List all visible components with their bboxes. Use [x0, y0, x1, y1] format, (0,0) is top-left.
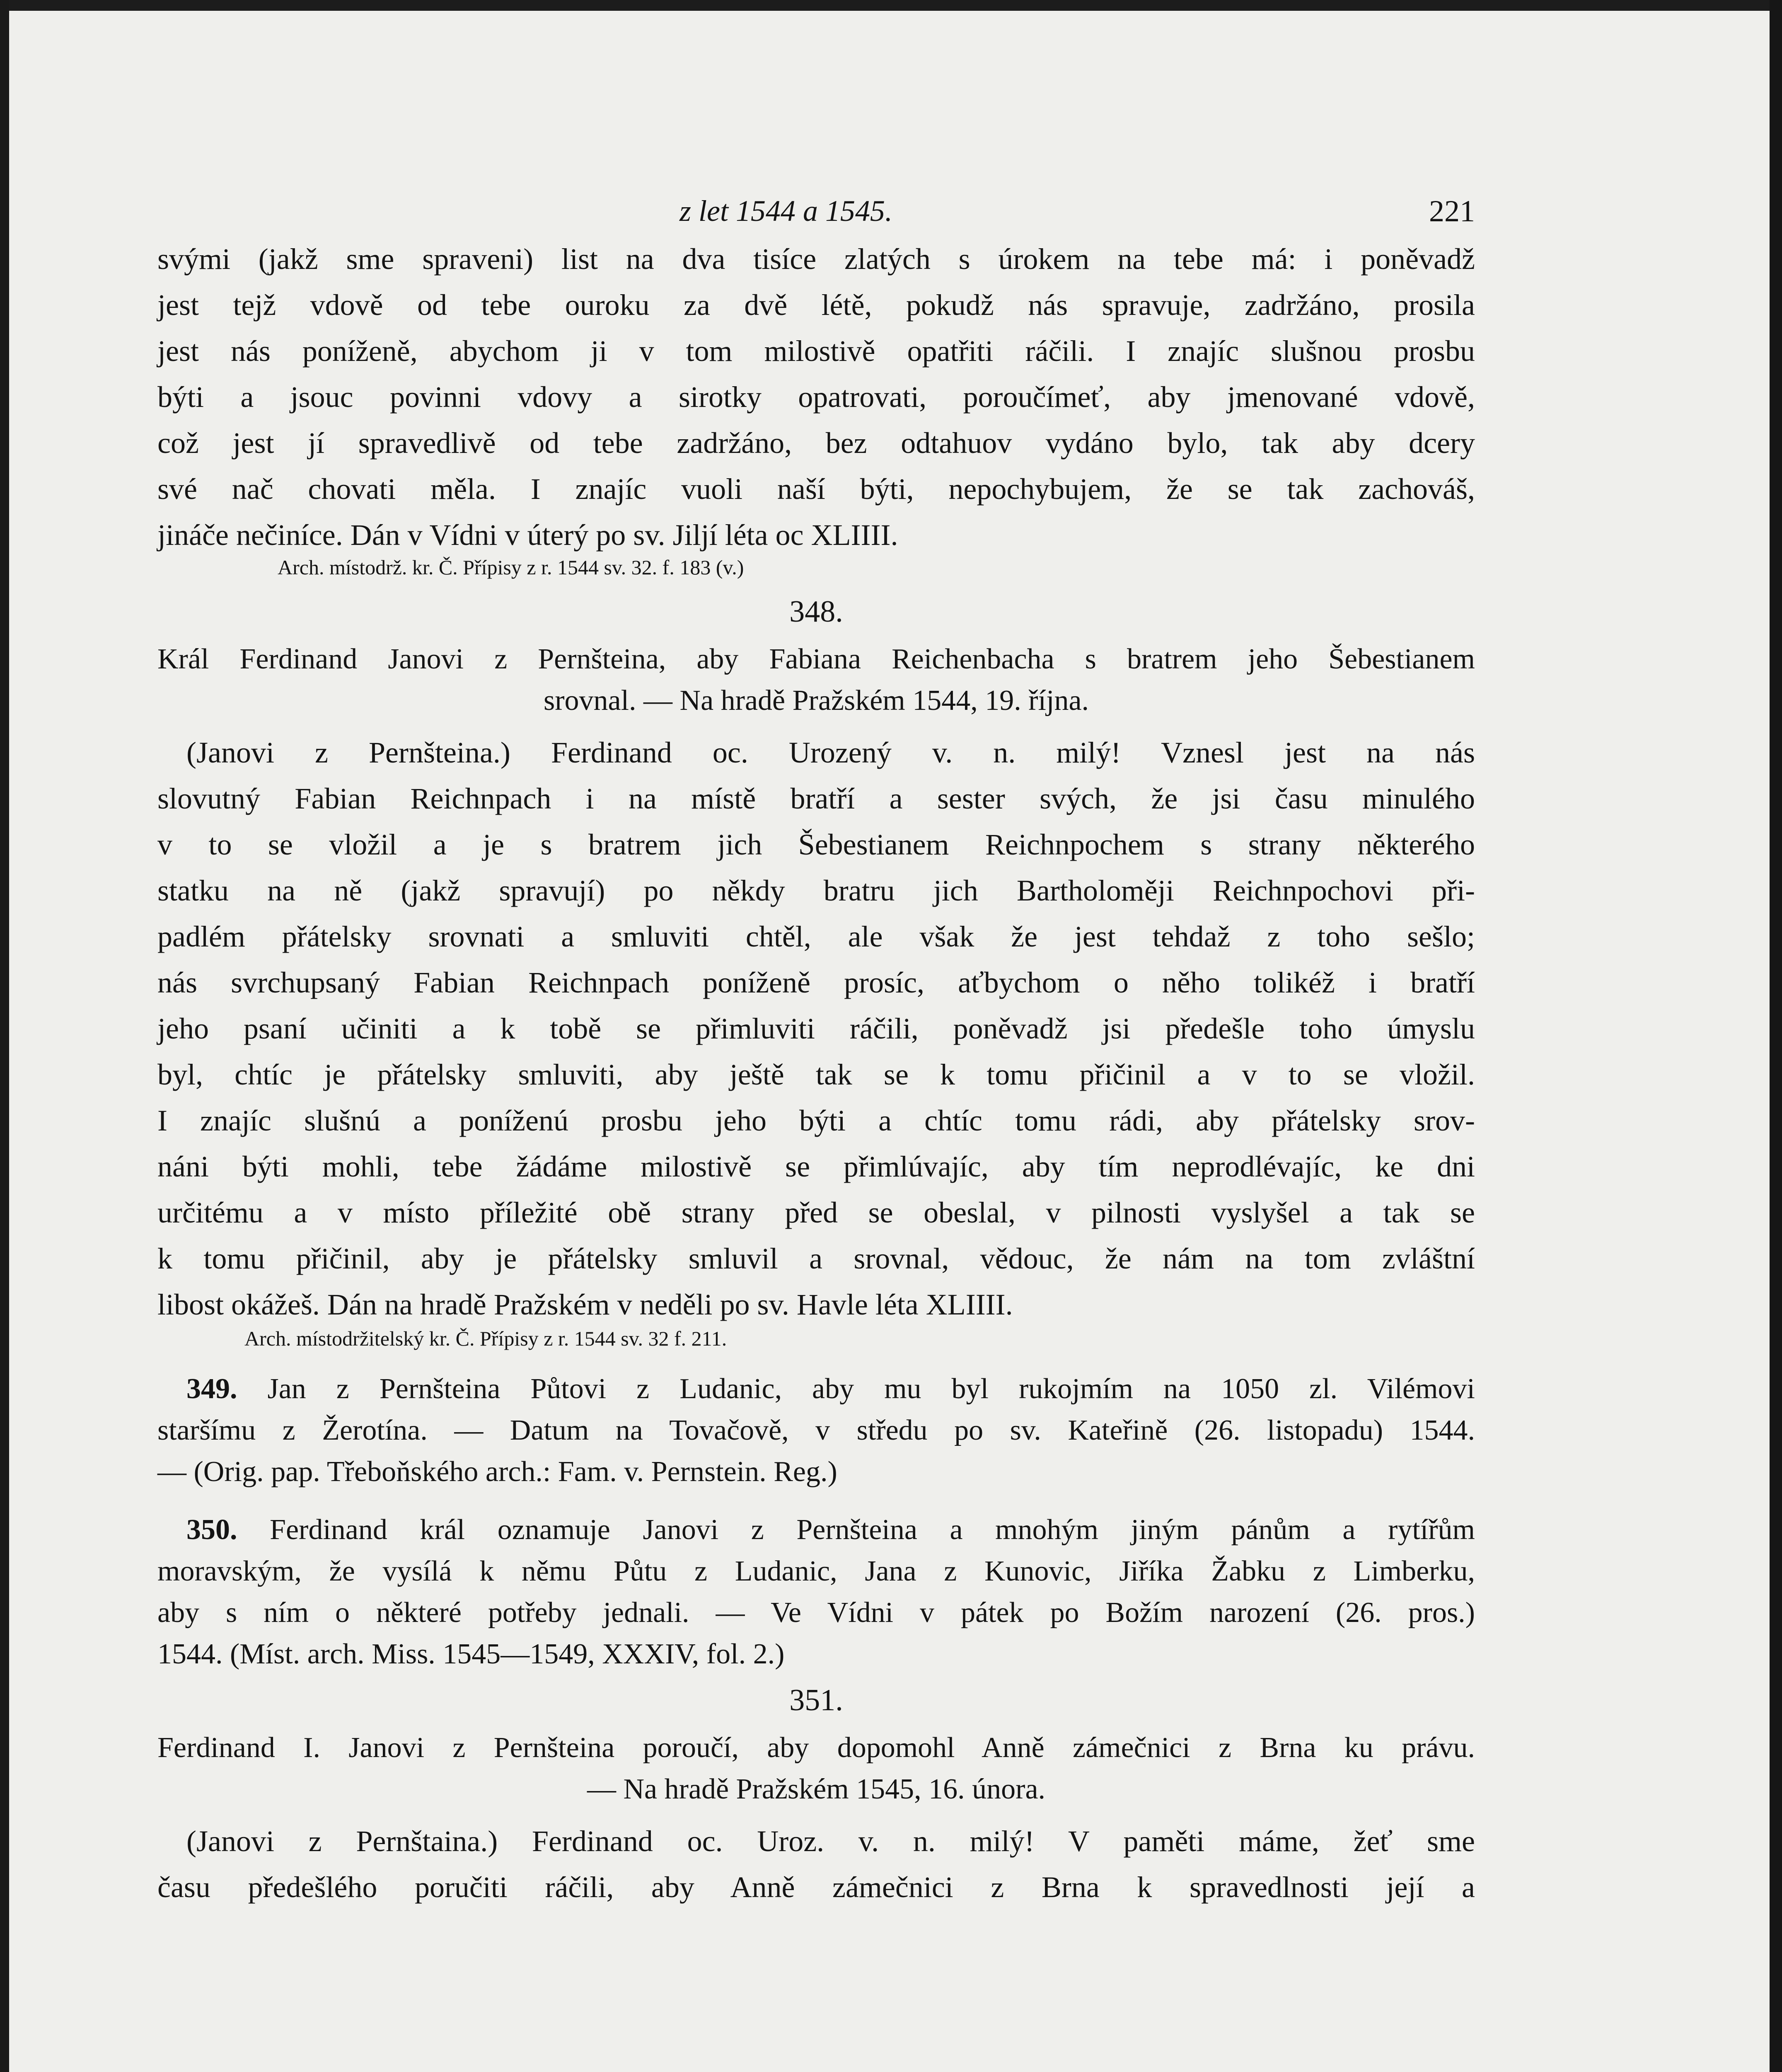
text-line: (Janovi z Pernštaina.) Ferdinand oc. Uroz. v. n. milý! V paměti máme, žeť sme: [186, 1825, 1475, 1858]
document-number: 350.: [186, 1514, 237, 1546]
text-line: I znajíc slušnú a poníženú prosbu jeho býti a chtíc tomu rádi, aby přátelsky srov-: [157, 1104, 1475, 1137]
regest-line: [157, 1368, 1475, 1410]
text-line: býti a jsouc povinni vdovy a sirotky opatrovati, poroučímeť, aby jmenované vdově,: [157, 380, 1475, 414]
scan-border-left: [0, 0, 9, 2072]
regest-line: — Na hradě Pražském 1545, 16. února.: [587, 1773, 1046, 1805]
regest-text: Ferdinand král oznamuje Janovi z Pernšteina a mnohým jiným pánům a rytířům: [237, 1514, 1475, 1546]
archive-source: Arch. místodržitelský kr. Č. Přípisy z r. 1544 sv. 32 f. 211.: [244, 1327, 727, 1350]
text-line: určitému a v místo příležité obě strany před se obeslal, v pilnosti vyslyšel a tak se: [157, 1196, 1475, 1229]
document-349: [157, 1368, 1475, 1493]
page-number: 221: [1429, 194, 1475, 228]
text-line: jest tejž vdově od tebe ouroku za dvě létě, pokudž nás spravuje, zadržáno, prosila: [157, 288, 1475, 322]
document-350: [157, 1509, 1475, 1675]
regest-line: 1544. (Míst. arch. Miss. 1545—1549, XXXIV, fol. 2.): [157, 1638, 785, 1670]
regest-line: srovnal. — Na hradě Pražském 1544, 19. října.: [543, 685, 1089, 716]
text-line: jest nás poníženě, abychom ji v tom milostivě opatřiti ráčili. I znajíc slušnou prosbu: [157, 334, 1475, 368]
text-line: byl, chtíc je přátelsky smluviti, aby ještě tak se k tomu přičinil a v to se vložil.: [157, 1058, 1475, 1091]
running-title: z let 1544 a 1545.: [679, 194, 892, 228]
text-line: což jest jí spravedlivě od tebe zadržáno, bez odtahuov vydáno bylo, tak aby dcery: [157, 426, 1475, 460]
document-text: [157, 730, 1475, 1328]
regest-line: moravským, že vysílá k němu Půtu z Ludanic, Jana z Kunovic, Jiříka Žabku z Limberku,: [157, 1555, 1475, 1587]
text-line: nás svrchupsaný Fabian Reichnpach poníženě prosíc, aťbychom o něho tolikéž i bratří: [157, 966, 1475, 999]
text-line: v to se vložil a je s bratrem jich Šebestianem Reichnpochem s strany některého: [157, 828, 1475, 861]
document-number: 349.: [186, 1373, 237, 1405]
document-number: 351.: [789, 1683, 843, 1717]
text-line: času předešlého poručiti ráčili, aby Anně zámečnici z Brna k spravedlnosti její a: [157, 1871, 1475, 1904]
regest-text: Jan z Pernšteina Půtovi z Ludanic, aby mu byl rukojmím na 1050 zl. Vilémovi: [237, 1373, 1475, 1405]
text-line: padlém přátelsky srovnati a smluviti chtěl, ale však že jest tehdaž z toho sešlo;: [157, 920, 1475, 953]
document-regest: [157, 639, 1475, 721]
page-header: [157, 191, 1475, 236]
regest-line: Ferdinand I. Janovi z Pernšteina poroučí, aby dopomohl Anně zámečnici z Brna ku právu.: [157, 1732, 1475, 1764]
document-number: 348.: [789, 595, 843, 629]
text-line: libost okážeš. Dán na hradě Pražském v neděli po sv. Havle léta XLIIII.: [157, 1288, 1013, 1321]
continued-text: [157, 236, 1475, 558]
text-line: statku na ně (jakž spravují) po někdy bratru jich Bartholoměji Reichnpochovi při-: [157, 874, 1475, 907]
regest-line: Král Ferdinand Janovi z Pernšteina, aby Fabiana Reichenbacha s bratrem jeho Šebestianem: [157, 643, 1475, 675]
document-regest: [157, 1727, 1475, 1810]
document-text: [157, 1818, 1475, 1910]
regest-line: [157, 1509, 1475, 1551]
text-line: slovutný Fabian Reichnpach i na místě bratří a sester svých, že jsi času minulého: [157, 782, 1475, 815]
text-line: svými (jakž sme spraveni) list na dva tisíce zlatých s úrokem na tebe má: i poněvadž: [157, 242, 1475, 276]
regest-line: aby s ním o některé potřeby jednali. — Ve Vídni v pátek po Božím narození (26. pros.): [157, 1597, 1475, 1629]
text-line: jeho psaní učiniti a k tobě se přimluviti ráčili, poněvadž jsi předešle toho úmyslu: [157, 1012, 1475, 1045]
archive-source: Arch. místodrž. kr. Č. Přípisy z r. 1544 sv. 32. f. 183 (v.): [278, 556, 744, 579]
text-line: náni býti mohli, tebe žádáme milostivě se přimlúvajíc, aby tím neprodlévajíc, ke dni: [157, 1150, 1475, 1183]
scan-border-top: [0, 0, 1782, 11]
text-line: jináče nečiníce. Dán v Vídni v úterý po sv. Jiljí léta oc XLIIII.: [157, 518, 898, 552]
regest-line: — (Orig. pap. Třeboňského arch.: Fam. v. Pernstein. Reg.): [157, 1456, 837, 1488]
text-line: k tomu přičinil, aby je přátelsky smluvil a srovnal, vědouc, že nám na tom zvláštní: [157, 1242, 1475, 1275]
scan-border-right: [1770, 0, 1782, 2072]
text-line: své nač chovati měla. I znajíc vuoli naší býti, nepochybujem, že se tak zachováš,: [157, 472, 1475, 506]
page-content: [157, 191, 1475, 1910]
text-line: (Janovi z Pernšteina.) Ferdinand oc. Urozený v. n. milý! Vznesl jest na nás: [186, 736, 1475, 769]
regest-line: staršímu z Žerotína. — Datum na Tovačově, v středu po sv. Kateřině (26. listopadu) 1544.: [157, 1414, 1475, 1446]
